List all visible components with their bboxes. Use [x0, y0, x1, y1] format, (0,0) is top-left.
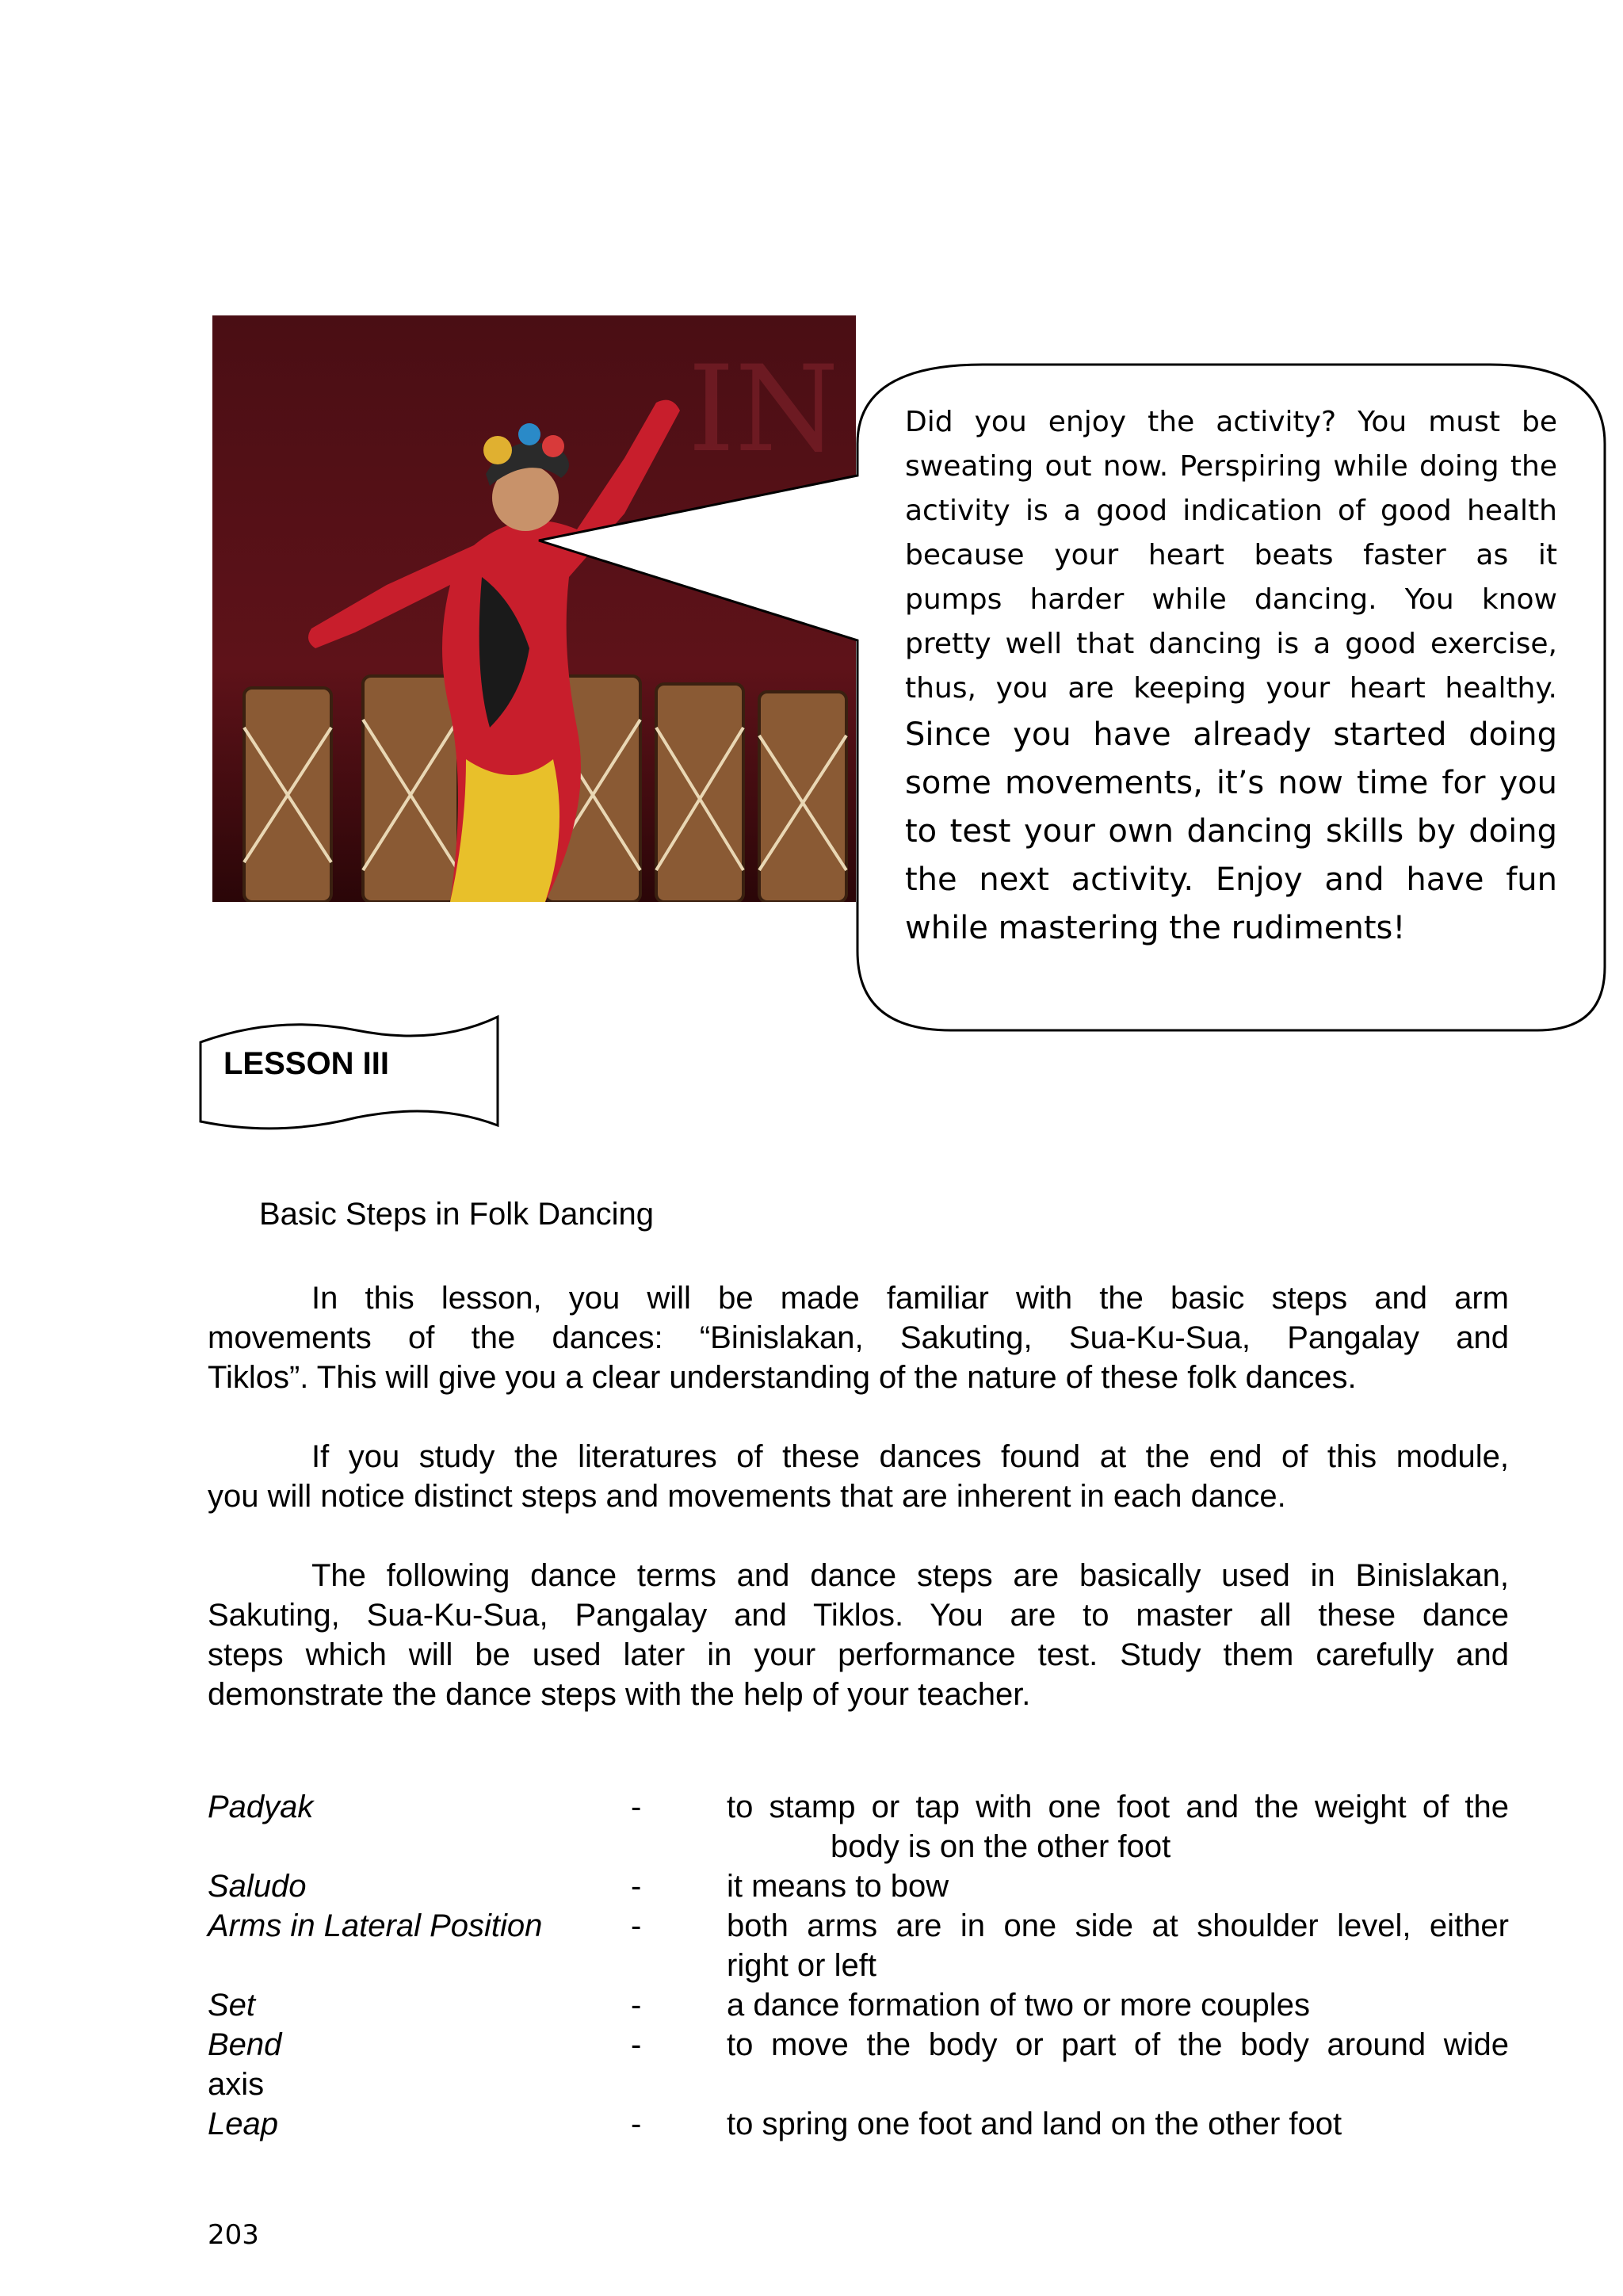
- paragraph-line: The following dance terms and dance steps are basically used in Binislakan,: [311, 1558, 1509, 1593]
- bubble-line: Did you enjoy the activity? You must be: [905, 406, 1557, 438]
- glossary-dash: -: [631, 2107, 642, 2141]
- lesson-label: LESSON III: [223, 1046, 389, 1081]
- bubble-line: some movements, it’s now time for you: [905, 765, 1557, 801]
- paragraph-line: Tiklos”. This will give you a clear understanding of the nature of these folk dances.: [208, 1360, 1357, 1395]
- bubble-line: activity is a good indication of good health: [905, 495, 1557, 527]
- speech-bubble-text: [905, 400, 1557, 953]
- glossary-definition: [727, 1985, 1509, 2025]
- paragraph-line: In this lesson, you will be made familiar with the basic steps and arm: [311, 1281, 1509, 1316]
- definition-line: both arms are in one side at shoulder level, either: [727, 1908, 1509, 1943]
- bubble-line: pumps harder while dancing. You know: [905, 583, 1557, 616]
- definition-line: right or left: [727, 1948, 876, 1983]
- definition-line: body is on the other foot: [831, 1829, 1171, 1864]
- paragraph-line: If you study the literatures of these dances found at the end of this module,: [311, 1439, 1509, 1474]
- glossary-definition: [727, 2104, 1509, 2144]
- paragraph: [208, 1556, 1509, 1714]
- bubble-line: Since you have already started doing: [905, 716, 1557, 753]
- glossary-dash: -: [631, 1869, 642, 1904]
- glossary-dash: -: [631, 1988, 642, 2023]
- glossary-term: Arms in Lateral Position: [208, 1908, 543, 1943]
- definition-line: it means to bow: [727, 1869, 949, 1904]
- definition-line: a dance formation of two or more couples: [727, 1988, 1310, 2023]
- svg-text:IN: IN: [688, 341, 839, 479]
- glossary-term: Set: [208, 1988, 256, 2023]
- bubble-line: pretty well that dancing is a good exercise,: [905, 628, 1557, 660]
- bubble-line: while mastering the rudiments!: [905, 910, 1406, 946]
- paragraph-line: steps which will be used later in your performance test. Study them carefully and: [208, 1637, 1509, 1672]
- glossary-term: Saludo: [208, 1869, 307, 1904]
- glossary-dash: -: [631, 2027, 642, 2062]
- paragraph: [208, 1278, 1509, 1397]
- glossary-dash: -: [631, 1908, 642, 1943]
- paragraph: [208, 1437, 1509, 1516]
- bubble-line: sweating out now. Perspiring while doing the: [905, 450, 1557, 483]
- paragraph-line: Sakuting, Sua-Ku-Sua, Pangalay and Tiklos. You are to master all these dance: [208, 1598, 1509, 1633]
- definition-line: to move the body or part of the body around wide: [727, 2027, 1509, 2062]
- glossary-dash: -: [631, 1790, 642, 1824]
- glossary-definition: [727, 2025, 1509, 2065]
- paragraph-line: demonstrate the dance steps with the help of your teacher.: [208, 1677, 1031, 1712]
- glossary-definition: [727, 1787, 1509, 1866]
- page-number: 203: [208, 2219, 259, 2251]
- bubble-line: because your heart beats faster as it: [905, 539, 1557, 571]
- glossary-definition: [727, 1866, 1509, 1906]
- definition-line: to stamp or tap with one foot and the weight of the: [727, 1790, 1509, 1824]
- bubble-line: thus, you are keeping your heart healthy.: [905, 672, 1557, 705]
- lesson-subtitle: Basic Steps in Folk Dancing: [259, 1197, 655, 1232]
- paragraph-line: movements of the dances: “Binislakan, Sakuting, Sua-Ku-Sua, Pangalay and: [208, 1320, 1509, 1355]
- glossary-continuation: axis: [208, 2067, 265, 2102]
- glossary-definition: [727, 1906, 1509, 1985]
- definition-line: to spring one foot and land on the other foot: [727, 2107, 1342, 2141]
- bubble-line: to test your own dancing skills by doing: [905, 813, 1557, 850]
- bubble-line: the next activity. Enjoy and have fun: [905, 861, 1557, 898]
- glossary-term: Bend: [208, 2027, 282, 2062]
- paragraph-line: you will notice distinct steps and movements that are inherent in each dance.: [208, 1479, 1286, 1514]
- glossary-term: Padyak: [208, 1790, 314, 1824]
- glossary-term: Leap: [208, 2107, 278, 2141]
